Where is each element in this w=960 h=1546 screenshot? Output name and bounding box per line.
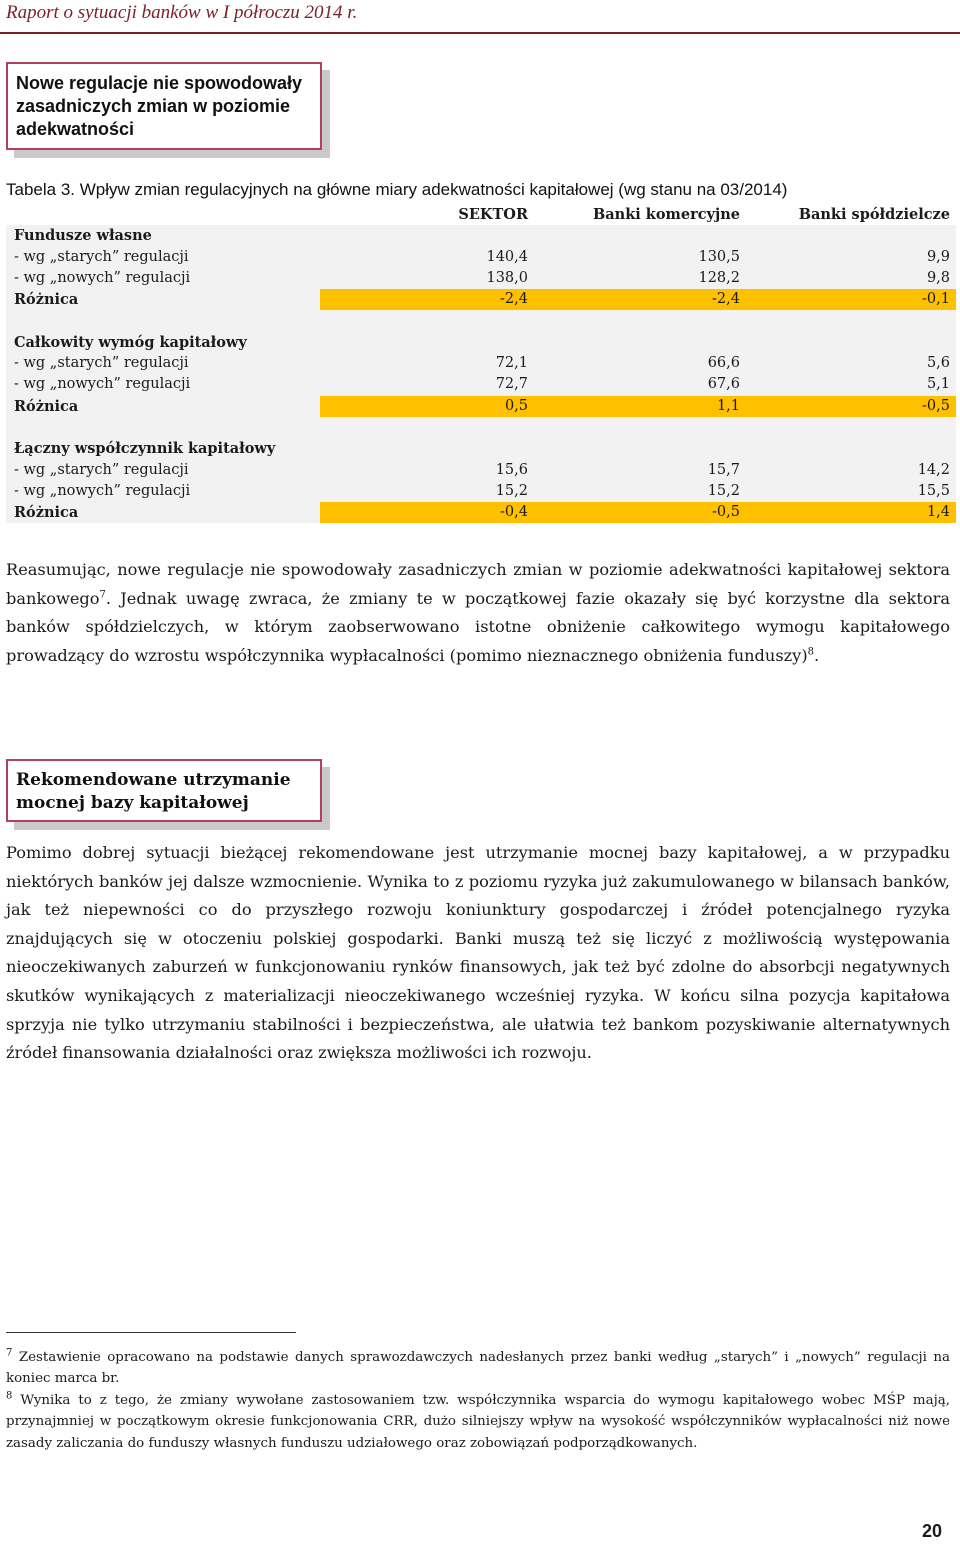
- cell-commercial: 15,2: [707, 482, 740, 499]
- table-row: [6, 247, 956, 268]
- cell-sector: 72,1: [495, 355, 528, 372]
- cell-commercial: 15,7: [707, 461, 740, 478]
- footnote-number: 8: [6, 1390, 13, 1402]
- cell-cooperative: 5,1: [926, 376, 950, 393]
- row-label: - wg „nowych” regulacji: [14, 269, 191, 286]
- row-label: - wg „starych” regulacji: [14, 355, 189, 372]
- running-title: Raport o sytuacji banków w I półroczu 2014 r.: [6, 2, 358, 23]
- cell-sector: 15,2: [495, 482, 528, 499]
- cell-cooperative: 1,4: [926, 504, 950, 521]
- paragraph-text: .: [814, 645, 820, 665]
- paragraph-text: Reasumując, nowe regulacje nie spowodowały zasadniczych zmian w poziomie adekwatności kapitałowej sektora bankowego: [6, 560, 950, 608]
- adequacy-table: [6, 204, 956, 523]
- spacer-row: [6, 310, 956, 331]
- footnote-number: 7: [6, 1347, 13, 1359]
- cell-commercial: 128,2: [698, 269, 740, 286]
- table-row: [6, 268, 956, 289]
- section-heading: [6, 438, 956, 459]
- paragraph-text: Pomimo dobrej sytuacji bieżącej rekomendowane jest utrzymanie mocnej bazy kapitałowej, a w przypadku niektórych banków jej dalsze wzmocnienie. Wynika to z poziomu ryzyka już zakumulowanego w bilansach banków, jak też niepewności co do przyszłego rozwoju koniunktury gospodarczej i źródeł potencjalnego ryzyka znajdujących się w otoczeniu polskiej gospodarki. Banki muszą też się liczyć z możliwością występowania nieoczekiwanych zaburzeń w funkcjonowaniu rynków finansowych, jak też być zdolne do absorbcji negatywnych skutków wynikających z materializacji nieoczekiwanego wcześniej ryzyka. W końcu silna pozycja kapitałowa sprzyja nie tylko utrzymaniu stabilności i bezpieczeństwa, ale ułatwia też bankom pozyskiwanie alternatywnych źródeł finansowania działalności oraz zwiększa możliwości ich rozwoju.: [6, 843, 950, 1063]
- section-label: Fundusze własne: [14, 227, 152, 245]
- cell-cooperative: 14,2: [917, 461, 950, 478]
- difference-row: [6, 396, 956, 417]
- row-label: Różnica: [14, 397, 79, 415]
- col-header-commercial: Banki komercyjne: [593, 206, 740, 223]
- difference-row: [6, 289, 956, 310]
- cell-cooperative: 9,8: [926, 269, 950, 286]
- table-row: [6, 353, 956, 374]
- footnote-ref[interactable]: 7: [99, 589, 106, 601]
- highlight-band: [320, 396, 956, 417]
- recommendation-paragraph: [6, 839, 950, 1068]
- cell-sector: -2,4: [500, 291, 528, 308]
- cell-sector: 0,5: [504, 397, 528, 414]
- cell-sector: 72,7: [495, 376, 528, 393]
- table-row: [6, 460, 956, 481]
- margin-callout-recommendation: [6, 759, 322, 822]
- cell-cooperative: -0,5: [922, 397, 950, 414]
- highlight-band: [320, 502, 956, 523]
- cell-commercial: 1,1: [716, 397, 740, 414]
- cell-sector: 140,4: [486, 248, 528, 265]
- cell-cooperative: -0,1: [922, 291, 950, 308]
- page-number: 20: [921, 1521, 942, 1541]
- footnote-8: [6, 1390, 950, 1454]
- col-header-cooperative: Banki spółdzielcze: [798, 206, 950, 223]
- cell-commercial: 130,5: [698, 248, 740, 265]
- cell-sector: 138,0: [486, 269, 528, 286]
- footnote-text: Zestawienie opracowano na podstawie danych sprawozdawczych nadesłanych przez banki według „starych” i „nowych” regulacji na koniec marca br.: [6, 1350, 950, 1387]
- row-label: - wg „starych” regulacji: [14, 248, 189, 265]
- spacer-row: [6, 417, 956, 438]
- cell-cooperative: 5,6: [926, 355, 950, 372]
- table-header-row: [6, 204, 956, 225]
- section-heading: [6, 225, 956, 246]
- table-row: [6, 481, 956, 502]
- row-label: Różnica: [14, 504, 79, 522]
- cell-commercial: -0,5: [712, 504, 740, 521]
- cell-commercial: -2,4: [712, 291, 740, 308]
- footnote-separator: [6, 1332, 296, 1333]
- footnote-7: [6, 1347, 950, 1390]
- highlight-band: [320, 289, 956, 310]
- summary-paragraph: [6, 556, 950, 670]
- section-heading: [6, 332, 956, 353]
- row-label: - wg „starych” regulacji: [14, 461, 189, 478]
- cell-sector: 15,6: [495, 461, 528, 478]
- table-title: Tabela 3. Wpływ zmian regulacyjnych na główne miary adekwatności kapitałowej (wg stanu na 03/2014): [6, 180, 788, 199]
- difference-row: [6, 502, 956, 523]
- row-label: Różnica: [14, 291, 79, 309]
- cell-cooperative: 9,9: [926, 248, 950, 265]
- row-label: - wg „nowych” regulacji: [14, 482, 191, 499]
- cell-commercial: 67,6: [707, 376, 740, 393]
- paragraph-text: . Jednak uwagę zwraca, że zmiany te w początkowej fazie okazały się być korzystne dla sektora banków spółdzielczych, w którym zaobserwowano istotne obniżenie całkowitego wymogu kapitałowego prowadzący do wzrostu współczynnika wypłacalności (pomimo nieznacznego obniżenia funduszy): [6, 588, 950, 665]
- callout-text: Rekomendowane utrzymanie mocnej bazy kapitałowej: [16, 770, 291, 813]
- col-header-sector: SEKTOR: [458, 206, 528, 223]
- callout-text: Nowe regulacje nie spowodowały zasadniczych zmian w poziomie adekwatności: [16, 73, 303, 139]
- section-label: Całkowity wymóg kapitałowy: [14, 333, 247, 351]
- table-row: [6, 374, 956, 395]
- margin-callout-regulations: [6, 62, 322, 150]
- section-label: Łączny współczynnik kapitałowy: [14, 440, 276, 458]
- cell-commercial: 66,6: [707, 355, 740, 372]
- row-label: - wg „nowych” regulacji: [14, 376, 191, 393]
- cell-sector: -0,4: [500, 504, 528, 521]
- header-rule: [0, 32, 960, 34]
- footnote-ref[interactable]: 8: [807, 646, 815, 658]
- footnote-text: Wynika to z tego, że zmiany wywołane zastosowaniem tzw. współczynnika wsparcia do wymogu kapitałowego wobec MŚP mają, przynajmniej w początkowym okresie funkcjonowania CRR, dużo silniejszy wpływ na wysokość współczynników wypłacalności niż nowe zasady zaliczania do funduszy własnych funduszu udziałowego oraz zobowiązań podporządkowanych.: [6, 1393, 950, 1451]
- cell-cooperative: 15,5: [917, 482, 950, 499]
